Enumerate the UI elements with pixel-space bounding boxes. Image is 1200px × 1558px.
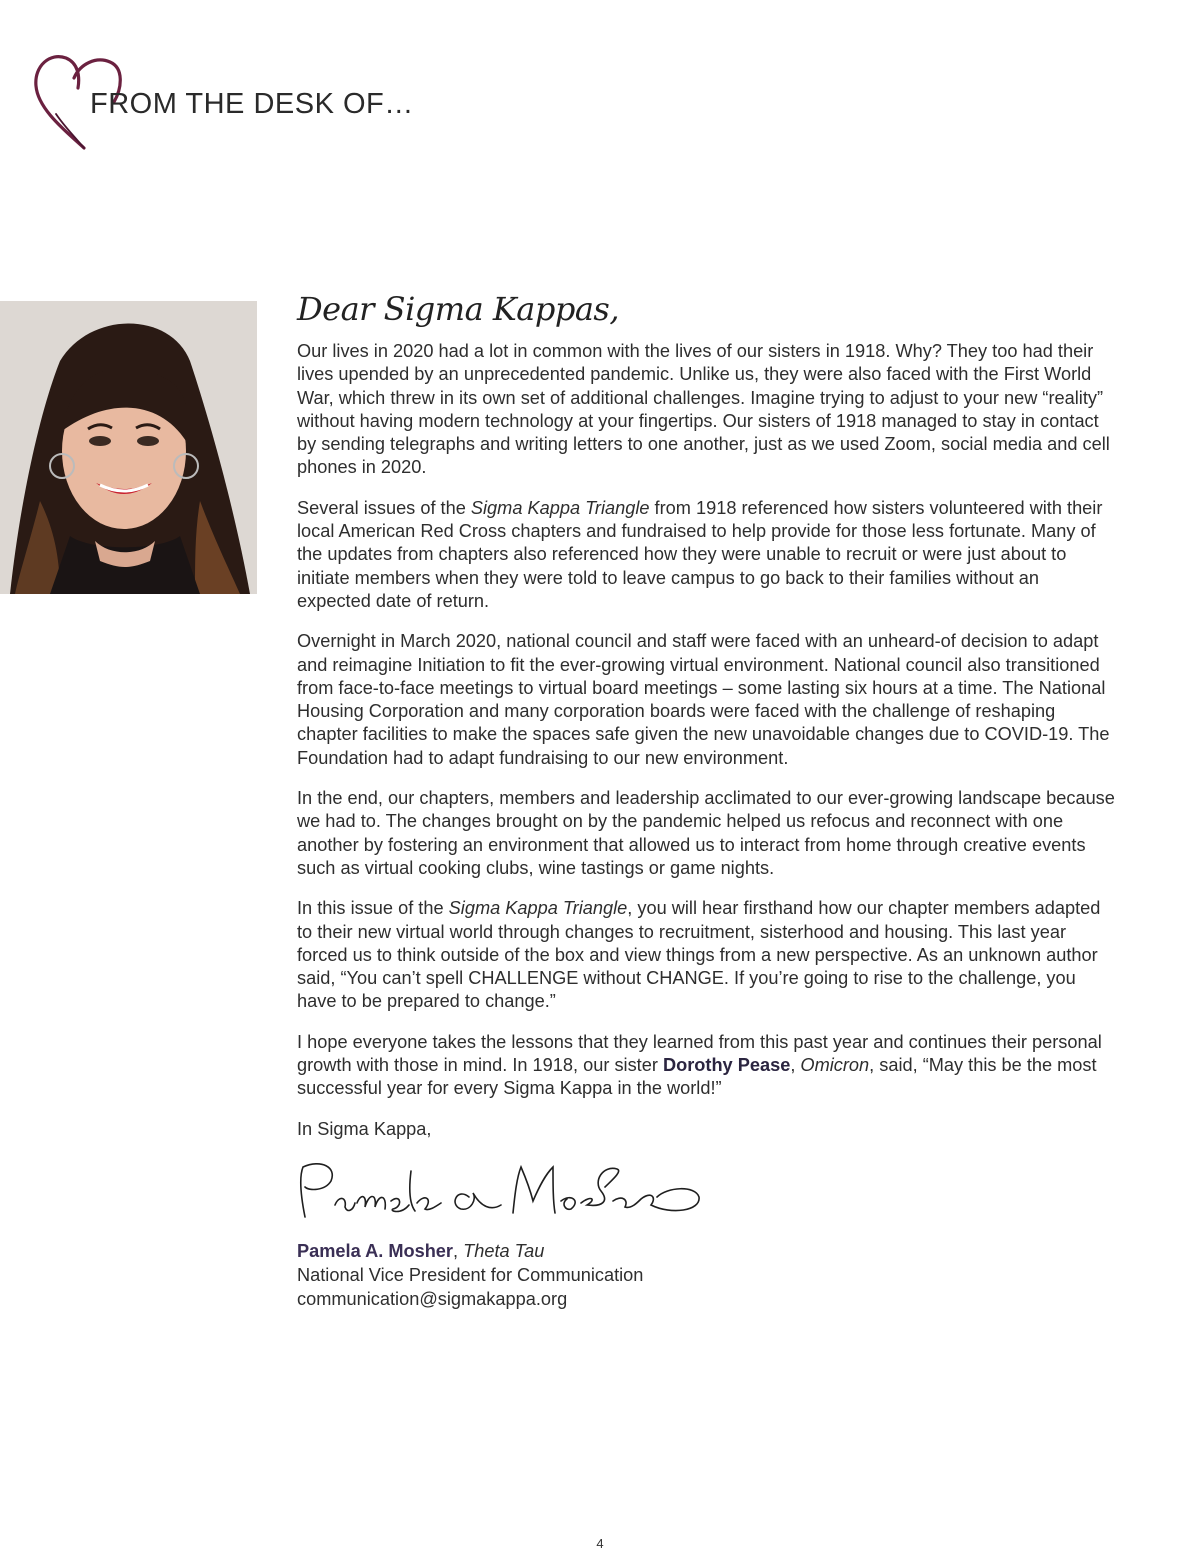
signer-chapter: Theta Tau [463,1240,545,1261]
signer-name: Pamela A. Mosher [297,1240,453,1261]
paragraph: Several issues of the Sigma Kappa Triangle from 1918 referenced how sisters volunteered with their local American Red Cross chapters and fundraised to help provide for those less fortunate. Many of the updates from chapters also referenced how they were unable to recruit or were just about to initiate members when they were told to leave campus to go back to their families without an expected date of return. [297,497,1103,611]
page-number: 4 [596,1536,604,1551]
chapter-name: Omicron [800,1055,870,1076]
letter-body [297,290,1117,1311]
signer-email[interactable]: communication@sigmakappa.org [297,1288,568,1309]
person-name: Dorothy Pease [662,1055,791,1076]
paragraph: I hope everyone takes the lessons that they learned from this past year and continues their personal growth with those in mind. In 1918, our sister Dorothy Pease, Omicron, said, “May this be the most successful year for every Sigma Kappa in the world!” [297,1031,1102,1099]
signer-title: National Vice President for Communication [297,1264,644,1285]
paragraph: In this issue of the Sigma Kappa Triangle, you will hear firsthand how our chapter members adapted to their new virtual world through changes to recruitment, sisterhood and housing. This last year forced us to think outside of the box and view things from a new perspective. As an unknown author said, “You can’t spell CHALLENGE without CHANGE. If you’re going to rise to the challenge, you have to be prepared to change.” [297,898,1101,1012]
paragraph: In the end, our chapters, members and leadership acclimated to our ever-growing landscape because we had to. The changes brought on by the pandemic helped us refocus and reconnect with one another by fostering an environment that allowed us to interact from home through creative events such as virtual cooking clubs, wine tastings or game nights. [297,788,1115,878]
paragraph: Overnight in March 2020, national council and staff were faced with an unheard-of decision to adapt and reimagine Initiation to fit the ever-growing virtual environment. National council also transitioned from face-to-face meetings to virtual board meetings – some lasting six hours at a time. The National Housing Corporation and many corporation boards were faced with the challenge of reshaping chapter facilities to make the spaces safe given the new unavoidable changes due to COVID-19. The Foundation had to adapt fundraising to our new environment. [297,631,1110,768]
portrait-photo [0,301,257,594]
publication-title: Sigma Kappa Triangle [448,898,628,919]
paragraph: Our lives in 2020 had a lot in common with the lives of our sisters in 1918. Why? They too had their lives upended by an unprecedented pandemic. Unlike us, they were also faced with the First World War, which threw in its own set of additional challenges. Imagine trying to adjust to your new “reality” without having modern technology at your fingertips. Our sisters of 1918 managed to stay in contact by sending telegraphs and writing letters to one another, just as we used Zoom, social media and cell phones in 2020. [297,341,1110,478]
handwritten-signature [291,1157,1117,1233]
signer-name-line: Pamela A. Mosher, Theta Tau [297,1240,545,1261]
salutation: Dear Sigma Kappas, [297,290,619,328]
page-header [28,48,448,158]
sign-off: In Sigma Kappa, [297,1118,432,1139]
signature-block [297,1239,1117,1311]
page-title: FROM THE DESK OF… [90,88,414,120]
publication-title: Sigma Kappa Triangle [470,497,650,518]
